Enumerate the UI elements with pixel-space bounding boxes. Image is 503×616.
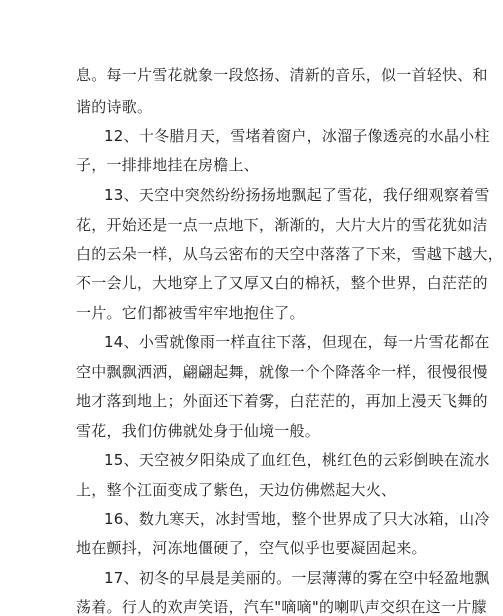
text-line-15: 上，整个江面变成了紫色，天边仿佛燃起大火、 bbox=[76, 481, 397, 499]
text-line-1: 息。每一片雪花就象一段悠扬、清新的音乐，似一首轻快、和 bbox=[76, 66, 488, 84]
text-line-3: 12、十冬腊月天，雪堵着窗户，冰溜子像透亮的水晶小柱 bbox=[104, 127, 490, 145]
text-line-12: 地才落到地上；外面还下着雾，白茫茫的，再加上漫天飞舞的 bbox=[76, 392, 488, 410]
text-line-4: 子，一排排地挂在房檐上、 bbox=[76, 156, 260, 174]
text-line-17: 地在颤抖，河冻地僵硬了，空气似乎也要凝固起来。 bbox=[76, 539, 427, 557]
text-line-19: 荡着。行人的欢声笑语，汽车"嘀嘀"的喇叭声交织在这一片朦 bbox=[76, 598, 487, 616]
text-line-5: 13、天空中突然纷纷扬扬地飘起了雪花，我仔细观察着雪 bbox=[104, 186, 490, 204]
text-line-16: 16、数九寒天，冰封雪地，整个世界成了只大冰箱，山冷 bbox=[104, 510, 490, 528]
text-line-14: 15、天空被夕阳染成了血红色，桃红色的云彩倒映在流水 bbox=[104, 451, 490, 469]
text-line-2: 谐的诗歌。 bbox=[76, 98, 153, 116]
text-line-18: 17、初冬的早晨是美丽的。一层薄薄的雾在空中轻盈地飘 bbox=[104, 569, 490, 587]
text-line-13: 雪花，我们仿佛就处身于仙境一般。 bbox=[76, 422, 321, 440]
text-line-9: 一片。它们都被雪牢牢地抱住了。 bbox=[76, 304, 305, 322]
text-line-7: 白的云朵一样，从乌云密布的天空中落落了下来，雪越下越大， bbox=[76, 245, 503, 263]
text-line-6: 花，开始还是一点一点地下，渐渐的，大片大片的雪花犹如洁 bbox=[76, 216, 488, 234]
text-line-11: 空中飘飘洒洒，翩翩起舞，就像一个个降落伞一样，很慢很慢 bbox=[76, 363, 488, 381]
text-line-8: 不一会儿，大地穿上了又厚又白的棉袄，整个世界，白茫茫的 bbox=[76, 274, 488, 292]
text-line-10: 14、小雪就像雨一样直往下落，但现在，每一片雪花都在 bbox=[104, 333, 490, 351]
